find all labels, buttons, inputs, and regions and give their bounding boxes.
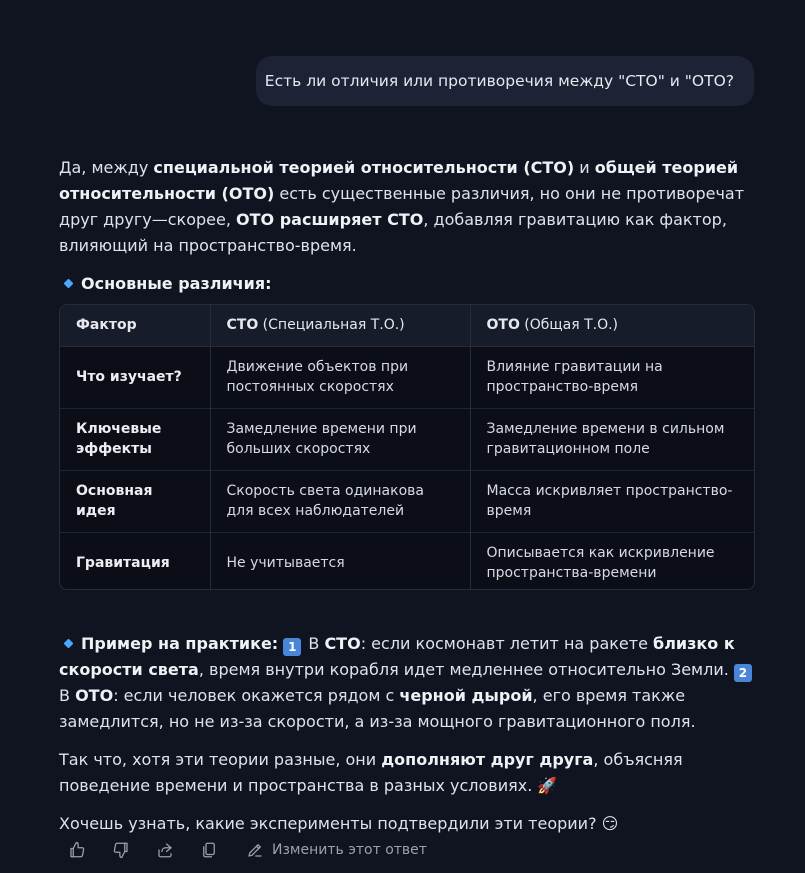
example-label: Пример на практике: bbox=[81, 634, 279, 653]
table-cell-sto: Замедление времени при больших скоростях bbox=[210, 408, 470, 470]
table-row bbox=[60, 470, 754, 532]
thumbs-down-icon bbox=[112, 841, 130, 859]
text-span: Так что, хотя эти теории разные, они bbox=[59, 750, 382, 769]
blue-diamond-icon bbox=[64, 639, 74, 649]
heading-text: Основные различия: bbox=[81, 274, 272, 293]
bold-term: близко к скорости света bbox=[59, 634, 735, 679]
text-span: Хочешь узнать, какие эксперименты подтвердили эти теории? bbox=[59, 814, 602, 833]
header-bold: СТО bbox=[226, 317, 259, 334]
answer-intro-paragraph bbox=[59, 155, 755, 259]
header-light: (Общая Т.О.) bbox=[519, 317, 618, 334]
smirk-emoji-icon: 😏 bbox=[601, 814, 619, 833]
dislike-button[interactable] bbox=[110, 839, 132, 861]
table-cell-oto: Описывается как искривление пространства-времени bbox=[470, 532, 754, 590]
conclusion-paragraph bbox=[59, 747, 755, 799]
table-cell-sto: Движение объектов при постоянных скоростях bbox=[210, 346, 470, 408]
edit-icon bbox=[246, 841, 264, 859]
text-span: есть существенные различия, но они не противоречат друг другу—скорее, bbox=[59, 184, 745, 229]
table-header-row bbox=[60, 305, 754, 346]
bold-term: ОТО bbox=[75, 686, 114, 705]
rocket-emoji-icon: 🚀 bbox=[537, 776, 558, 795]
share-button[interactable] bbox=[154, 839, 176, 861]
user-message-bubble bbox=[256, 56, 754, 106]
follow-up-question bbox=[59, 811, 755, 837]
text-span: В bbox=[59, 686, 76, 705]
bold-term: ОТО расширяет СТО bbox=[236, 210, 424, 229]
table-cell-sto: Скорость света одинакова для всех наблюдателей bbox=[210, 470, 470, 532]
keycap-one-icon: 1 bbox=[283, 638, 301, 656]
header-factor: Фактор bbox=[60, 305, 210, 346]
table-cell-factor: Ключевые эффекты bbox=[60, 408, 210, 470]
table-cell-oto: Масса искривляет пространство-время bbox=[470, 470, 754, 532]
share-icon bbox=[156, 841, 174, 859]
user-message-text: Есть ли отличия или противоречия между "СТО" и "ОТО? bbox=[264, 72, 734, 90]
text-span: : если космонавт летит на ракете bbox=[360, 634, 654, 653]
copy-button[interactable] bbox=[198, 839, 220, 861]
example-paragraph bbox=[59, 631, 755, 735]
thumbs-up-icon bbox=[68, 841, 86, 859]
text-span: , время внутри корабля идет медленнее относительно Земли. bbox=[198, 660, 734, 679]
bold-term: СТО bbox=[324, 634, 361, 653]
comparison-table bbox=[59, 304, 755, 590]
bold-term: черной дырой bbox=[399, 686, 533, 705]
edit-answer-label: Изменить этот ответ bbox=[272, 842, 427, 858]
table-cell-sto: Не учитывается bbox=[210, 532, 470, 590]
like-button[interactable] bbox=[66, 839, 88, 861]
table-row bbox=[60, 532, 754, 590]
table-row bbox=[60, 408, 754, 470]
text-span: , объясняя поведение времени и пространства в разных условиях. bbox=[59, 750, 683, 795]
header-oto bbox=[470, 305, 754, 346]
text-span: , добавляя гравитацию как фактор, влияющий на пространство-время. bbox=[59, 210, 727, 255]
header-light: (Специальная Т.О.) bbox=[258, 317, 405, 334]
table-cell-factor: Гравитация bbox=[60, 532, 210, 590]
differences-heading bbox=[59, 271, 755, 297]
text-span: В bbox=[303, 634, 325, 653]
table-cell-factor: Основная идея bbox=[60, 470, 210, 532]
table-row bbox=[60, 346, 754, 408]
header-sto bbox=[210, 305, 470, 346]
message-actions-bar bbox=[66, 838, 427, 862]
text-span: и bbox=[574, 158, 595, 177]
text-span: : если человек окажется рядом с bbox=[113, 686, 400, 705]
keycap-two-icon: 2 bbox=[734, 664, 752, 682]
blue-diamond-icon bbox=[64, 279, 74, 289]
bold-term: общей теорией относительности (ОТО) bbox=[59, 158, 739, 203]
table-cell-oto: Замедление времени в сильном гравитационном поле bbox=[470, 408, 754, 470]
text-span: Да, между bbox=[59, 158, 154, 177]
bold-term: дополняют друг друга bbox=[381, 750, 594, 769]
copy-icon bbox=[200, 841, 218, 859]
bold-term: специальной теорией относительности (СТО) bbox=[153, 158, 575, 177]
table-cell-factor: Что изучает? bbox=[76, 369, 182, 385]
table-cell-oto: Влияние гравитации на пространство-время bbox=[470, 346, 754, 408]
header-bold: ОТО bbox=[486, 317, 520, 334]
edit-answer-button[interactable] bbox=[246, 841, 427, 859]
text-span: , его время также замедлится, но не из-за скорости, а из-за мощного гравитационного поля. bbox=[59, 686, 696, 731]
